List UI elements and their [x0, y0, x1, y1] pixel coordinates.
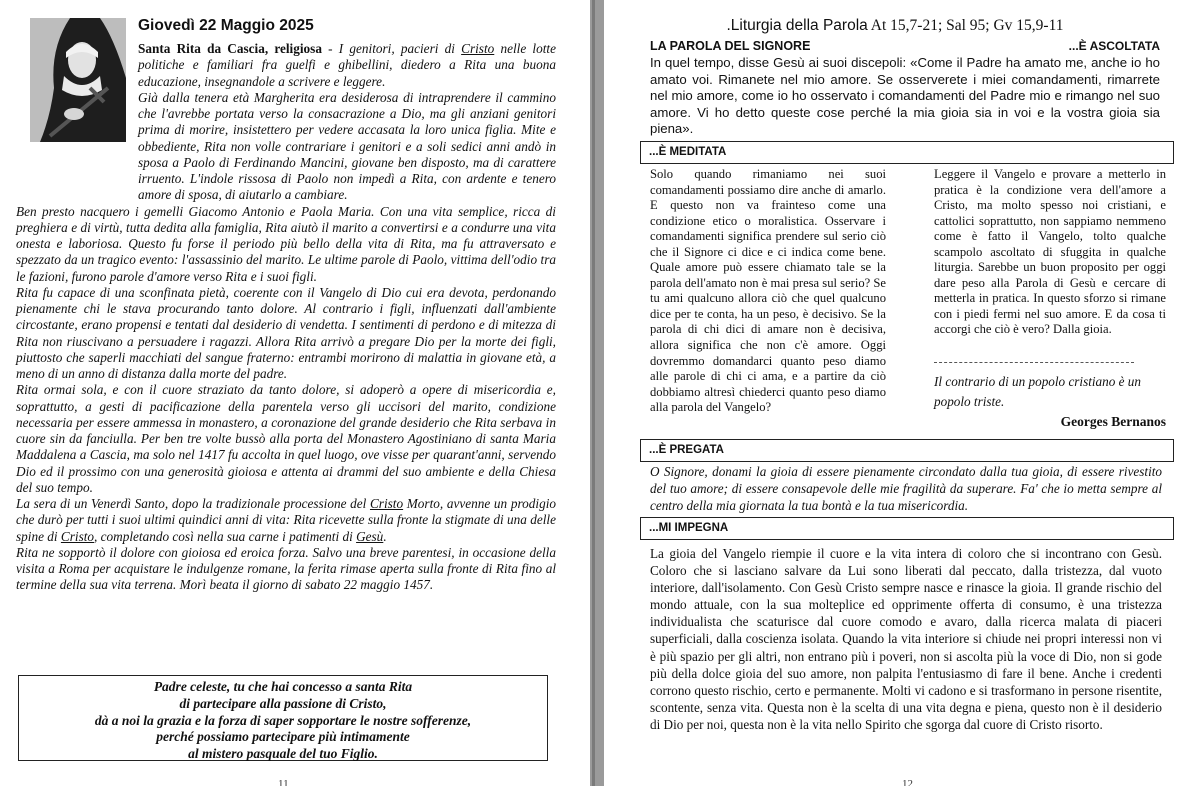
meditation-left-column: Solo quando rimaniamo nei suoi comandamenti possiamo dire anche di amarlo. E questo non va frainteso come una condizione etico o moralistica. Osservare i comandamenti significa prendere sul serio ciò che il Signore ci dice e ci indica come bene. Quale amore può essere chiamato tale se la parola dell'amato non è mai presa sul serio? Se tu ami qualcuno allora ciò che quel qualcuno dice per te conta, ha un peso, è decisivo. Se la parola di chi dici di amare non è decisiva, allora significa che non c'è amore. Oggi dovremmo domandarci quanto peso diamo alle parole di chi ci ama, e a partire da ciò dobbiamo altresì chiederci quanto peso diamo alla parola del Vangelo?	[650, 167, 886, 415]
bio-link-cristo: Cristo	[461, 41, 495, 56]
prayer-line: al mistero pasquale del tuo Figlio.	[188, 746, 378, 762]
bio-paragraph: Ben presto nacquero i gemelli Giacomo Antonio e Paola Maria. Con una vita semplice, ricca di preghiera e di virtù, tutta dedita alla famiglia, Rita aiutò il marito a convertirsi e a condurre una vita onesta e laboriosa. Questo fu forse il periodo più bello della vita di Rita, ma fu attraversato e spezzato da un tragico evento: l'assassinio del marito. Le ultime parole di Paolo, vittima dell'odio tra le fazioni, furono parole d'amore verso Rita e i suoi figli.	[16, 203, 556, 284]
bio-text: - I genitori, pacieri di	[321, 41, 462, 56]
saint-biography	[16, 41, 556, 594]
quote-text: Il contrario di un popolo cristiano è un popolo triste.	[934, 374, 1141, 409]
prayer-line: dà a noi la grazia e la forza di saper sopportare le nostre sofferenze,	[94, 712, 472, 728]
quote-author: Georges Bernanos	[1060, 414, 1166, 429]
bio-paragraph: Già dalla tenera età Margherita era desiderosa di intraprendere il cammino che l'avrebbe portata verso la consacrazione a Dio, ma gli anziani genitori prima di morire, insistettero per vedere accasata la loro unica figlia. Mite e obbediente, Rita non volle contrariare i genitori e a soli sedici anni andò in sposa a Paolo di Ferdinando Mancini, giovane ben disposto, ma di carattere irruento. L'indole rissosa di Paolo non impedì a Rita, con ardente e tenero amore di sposa, di aiutarlo a cambiare.	[138, 89, 556, 203]
listened-header: ...È ASCOLTATA	[1068, 39, 1160, 53]
bio-text: , completando così nella sua carne i patimenti di	[94, 528, 357, 544]
bio-paragraph: Rita ormai sola, e con il cuore straziato da tanto dolore, si adoperò a opere di misericordia e, soprattutto, a gesti di pacificazione della parentela verso gli uccisori del marito, condizione necessaria per essere ammessa in monastero, a coronazione del grande desiderio che Rita serbava in cuore sin da fanciulla. Per ben tre volte bussò alla porta del Monastero Agostiniano di santa Maria Maddalena a Cascia, ma solo nel 1417 fu accolta in quel luogo, ove visse per quarant'anni, servendo Dio ed il prossimo con una generosità gioiosa e attenta ai drammi del suo ambiente e della Chiesa del suo tempo.	[16, 382, 556, 495]
bio-link-cristo: Cristo	[369, 496, 404, 511]
prayed-header: ...È PREGATA	[640, 439, 1174, 462]
meditated-header: ...È MEDITATA	[640, 141, 1174, 164]
bio-intro	[16, 41, 556, 90]
prayer-line: perché possiamo partecipare più intimamente	[156, 729, 410, 745]
gospel-text: In quel tempo, disse Gesù ai suoi discepoli: «Come il Padre ha amato me, anche io ho amato voi. Rimanete nel mio amore. Se osserverete i miei comandamenti, rimarrete nel mio amore, come io ho osservato i comandamenti del Padre mio e rimango nel suo amore. Vi ho detto queste cose perché la mia gioia sia in voi e la vostra gioia sia piena».	[650, 55, 1160, 136]
bio-text: La sera di un Venerdì Santo, dopo la tradizionale processione del	[16, 496, 370, 511]
bio-text: nelle lotte politiche e familiari fra guelfi e ghibellini, diedero a Rita una buona educazione, insegnandole a scrivere e leggere.	[138, 41, 556, 89]
prayer-line: Padre celeste, tu che hai concesso a santa Rita	[153, 679, 413, 694]
collect-prayer-box	[18, 675, 548, 761]
right-page	[604, 0, 1186, 786]
liturgy-heading	[604, 17, 1186, 35]
prayer-line: di partecipare alla passione di Cristo,	[179, 695, 387, 711]
liturgy-title: .Liturgia della Parola	[726, 17, 868, 34]
separator-line	[934, 362, 1134, 363]
saint-title: Santa Rita da Cascia, religiosa	[138, 41, 322, 56]
liturgy-refs: At 15,7-21; Sal 95; Gv 15,9-11	[867, 17, 1064, 34]
commitment-header: ...MI IMPEGNA	[640, 517, 1174, 540]
meditation-right-column: Leggere il Vangelo e provare a metterlo in pratica è la condizione vera dell'amore a Cristo, ma molto spesso noi cristiani, e cattolici soprattutto, non sappiamo nemmeno come è fatto il Vangelo, tolto qualche scampolo ascoltato di sfuggita in qualche liturgia. Sarebbe un buon proposito per oggi dare peso alla Parola di Gesù e cercare di metterla in pratica. In questo sforzo si rimane con i piedi fermi nel suo amore. E da cosa ti accorgi che ciò è vero? Dalla gioia.	[934, 167, 1166, 337]
bio-link-gesu: Gesù	[356, 528, 384, 544]
left-page	[0, 0, 590, 786]
bio-link-cristo: Cristo	[60, 528, 95, 544]
bio-paragraph: Rita ne sopportò il dolore con gioiosa ed eroica forza. Salvo una breve parentesi, in occasione della visita a Roma per acquistare le indulgenze romane, la ferita rimase aperta sulla fronte di Rita fino al termine della sua vita terrena. Morì beata il giorno di sabato 22 maggio 1457.	[16, 544, 556, 593]
page-gutter	[590, 0, 604, 786]
page-number: 11	[278, 778, 289, 786]
commitment-text: La gioia del Vangelo riempie il cuore e la vita intera di coloro che si incontrano con Gesù. Coloro che si lasciano salvare da Lui sono liberati dal peccato, dalla tristezza, dal vuoto interiore, dall'isolamento. Con Gesù Cristo sempre nasce e rinasce la gioia. Il grande rischio del mondo attuale, con la sua molteplice ed opprimente offerta di consumo, è una tristezza individualista che scaturisce dal cuore comodo e avaro, dalla ricerca malata di piaceri superficiali, dalla coscienza isolata. Quando la vita interiore si chiude nei propri interessi non vi è più spazio per gli altri, non entrano più i poveri, non si ascolta più la voce di Dio, non si gode più della dolce gioia del suo amore, non palpita l'entusiasmo di fare il bene. Anche i credenti corrono questo rischio, certo e permanente. Molti vi cadono e si trasformano in persone risentite, scontente, senza vita. Questa non è la scelta di una vita degna e piena, questo non è il desiderio di Dio per noi, questa non è la vita nello Spirito che sgorga dal cuore di Cristo risorto.	[650, 546, 1162, 732]
page-number: 12	[902, 778, 913, 786]
bio-paragraph	[16, 496, 556, 545]
bio-text: Morto, avvenne un prodigio che durò per tutti i suoi ultimi quindici anni di vita: Rita ricevette sulla fronte la stigmate di una delle spine di	[16, 496, 556, 544]
bio-text: .	[383, 528, 387, 544]
page-date: Giovedì 22 Maggio 2025	[138, 17, 314, 34]
daily-prayer: O Signore, donami la gioia di essere pienamente circondato dalla tua gioia, di essere rivestito del tuo amore; di essere consapevole delle mie fragilità da superare. Fa' che io metta sempre al centro della mia giornata la tua bontà e la tua misericordia.	[650, 464, 1162, 513]
bio-paragraph: Rita fu capace di una sconfinata pietà, coerente con il Vangelo di Dio cui era devota, perdonando pienamente chi le stava procurando tanto dolore. Al contrario i figli, influenzati dall'ambiente circostante, erano propensi e tentati dal desiderio di vendetta. I sentimenti di perdono e di mitezza di Rita non riuscivano a persuadere i ragazzi. Allora Rita arrivò a pregare Dio per la morte dei figli, piuttosto che saperli macchiati del sangue fraterno: entrambi morirono di malattia in giovane età, a meno di un anno di distanza dalla morte del padre.	[16, 284, 556, 381]
word-header: LA PAROLA DEL SIGNORE	[650, 39, 811, 53]
